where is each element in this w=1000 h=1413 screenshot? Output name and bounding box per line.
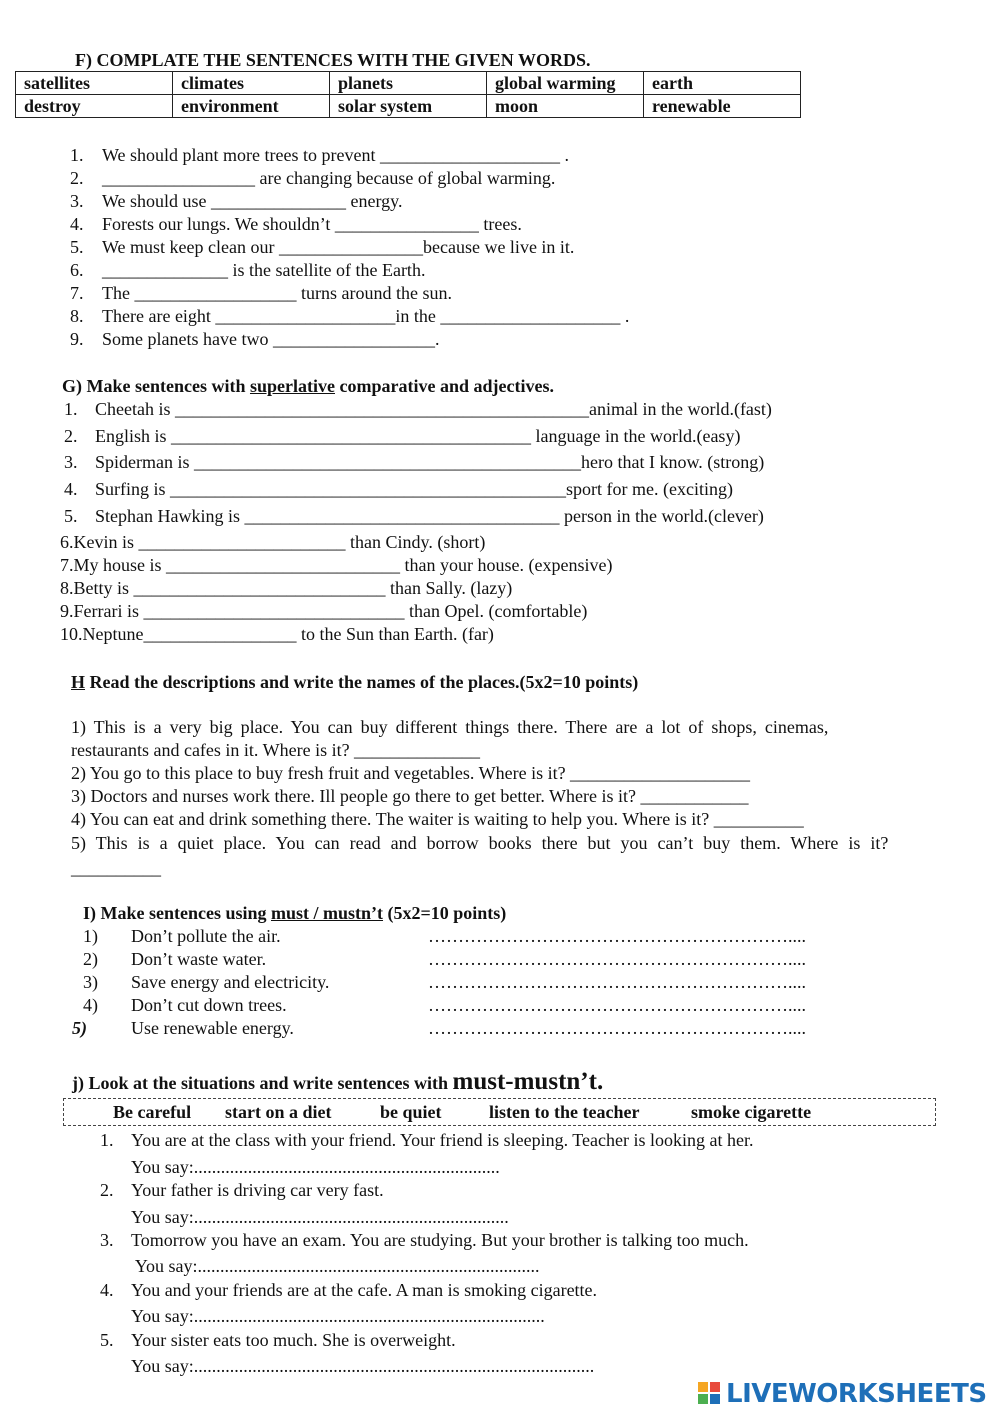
list-item[interactable] xyxy=(64,452,764,473)
item-number: 4. xyxy=(100,1280,114,1300)
item-number: 7. xyxy=(70,283,84,303)
item-text: _________________ are changing because of global warming. xyxy=(102,168,556,188)
dots-end: .. xyxy=(797,1018,806,1038)
item-text: ______________ is the satellite of the Earth. xyxy=(102,260,426,280)
title-underlined: must / mustn’t xyxy=(271,903,384,923)
item-text: 7.My house is __________________________ than your house. (expensive) xyxy=(60,555,613,575)
answer-dots[interactable] xyxy=(428,995,806,1016)
you-say-line[interactable]: You say:...................................................................... xyxy=(131,1207,509,1227)
you-say-line[interactable]: You say:............................................................................ xyxy=(131,1256,540,1276)
bank-word: smoke cigarette xyxy=(691,1102,812,1122)
question-text[interactable]: 5) This is a quiet place. You can read and borrow books there but you can’t buy them. Where is it? xyxy=(71,833,889,853)
word-cell: earth xyxy=(644,72,801,95)
dots-end: .. xyxy=(797,926,806,946)
list-item xyxy=(100,1130,753,1151)
word-bank-table xyxy=(15,71,801,118)
item-number: 5) xyxy=(72,1018,87,1038)
list-item[interactable] xyxy=(83,926,281,947)
word-cell: renewable xyxy=(644,95,801,118)
dots: …………………………………………………….. xyxy=(428,972,797,992)
word-cell: solar system xyxy=(330,95,487,118)
item-text: Cheetah is ______________________________________________animal in the world.(fast) xyxy=(95,399,772,419)
word-cell: climates xyxy=(173,72,330,95)
list-item[interactable] xyxy=(64,399,772,420)
title-big: must-mustn’t. xyxy=(452,1068,604,1095)
item-text: Surfing is ____________________________________________sport for me. (exciting) xyxy=(95,479,733,499)
list-item[interactable] xyxy=(64,426,740,447)
word-cell: environment xyxy=(173,95,330,118)
question-text[interactable]: 2) You go to this place to buy fresh fruit and vegetables. Where is it? ____________________ xyxy=(71,763,751,783)
answer-dots[interactable] xyxy=(428,949,806,970)
question-text[interactable]: 4) You can eat and drink something there. The waiter is waiting to help you. Where is it? __________ xyxy=(71,809,804,829)
section-h-title xyxy=(71,672,638,693)
list-item xyxy=(100,1280,597,1301)
bank-word: listen to the teacher xyxy=(489,1102,640,1122)
list-item[interactable] xyxy=(70,329,439,350)
section-g-title xyxy=(62,376,554,397)
item-number: 2. xyxy=(70,168,84,188)
item-number: 2) xyxy=(83,949,98,969)
list-item[interactable] xyxy=(70,260,425,281)
list-item[interactable] xyxy=(60,532,485,553)
logo-mark-icon xyxy=(698,1382,722,1406)
list-item xyxy=(100,1180,384,1201)
you-say-line[interactable]: You say:.................................................................... xyxy=(131,1157,500,1177)
you-say-line[interactable]: You say:.............................................................................. xyxy=(131,1306,545,1326)
dots: …………………………………………………….. xyxy=(428,1018,797,1038)
list-item[interactable] xyxy=(72,1018,294,1039)
item-number: 2. xyxy=(100,1180,114,1200)
question-text[interactable]: 1) This is a very big place. You can buy different things there. There are a lot of shops, cinemas, xyxy=(71,717,829,737)
list-item[interactable] xyxy=(70,237,574,258)
bank-word: Be careful xyxy=(113,1102,192,1122)
answer-dots[interactable] xyxy=(428,1018,806,1039)
item-text: Your father is driving car very fast. xyxy=(131,1180,384,1200)
item-number: 3. xyxy=(100,1230,114,1250)
item-number: 6. xyxy=(70,260,84,280)
item-number: 4. xyxy=(64,479,78,499)
item-text: We should plant more trees to prevent ____________________ . xyxy=(102,145,569,165)
item-number: 4. xyxy=(70,214,84,234)
item-number: 1. xyxy=(100,1130,114,1150)
item-text: English is ________________________________________ language in the world.(easy) xyxy=(95,426,741,446)
list-item[interactable] xyxy=(60,624,494,645)
list-item xyxy=(100,1230,749,1251)
question-text[interactable]: 3) Doctors and nurses work there. Ill people go there to get better. Where is it? ____________ xyxy=(71,786,749,806)
question-text[interactable]: restaurants and cafes in it. Where is it? ______________ xyxy=(71,740,481,760)
logo-text: LIVEWORKSHEETS xyxy=(726,1379,987,1409)
title-part: j) Look at the situations and write sentences with xyxy=(72,1073,453,1093)
question-text[interactable]: __________ xyxy=(71,858,161,878)
list-item[interactable] xyxy=(70,145,569,166)
item-number: 3. xyxy=(64,452,78,472)
list-item[interactable] xyxy=(83,949,266,970)
item-text: Save energy and electricity. xyxy=(131,972,330,992)
bank-word: be quiet xyxy=(380,1102,442,1122)
item-text: Tomorrow you have an exam. You are studying. But your brother is talking too much. xyxy=(131,1230,749,1250)
item-text: Spiderman is ___________________________________________hero that I know. (strong) xyxy=(95,452,765,472)
dots-end: .. xyxy=(797,972,806,992)
section-j-title xyxy=(72,1068,603,1096)
dots: …………………………………………………….. xyxy=(428,949,797,969)
dots-end: .. xyxy=(797,949,806,969)
item-text: 6.Kevin is _______________________ than Cindy. (short) xyxy=(60,532,486,552)
list-item[interactable] xyxy=(70,168,555,189)
item-text: You are at the class with your friend. Your friend is sleeping. Teacher is looking at her. xyxy=(131,1130,754,1150)
word-cell: planets xyxy=(330,72,487,95)
situation-word-bank xyxy=(63,1098,936,1126)
title-underlined: H xyxy=(71,672,86,692)
item-number: 5. xyxy=(70,237,84,257)
item-text: The __________________ turns around the sun. xyxy=(102,283,452,303)
item-text: 8.Betty is ____________________________ than Sally. (lazy) xyxy=(60,578,513,598)
title-part: I) Make sentences using xyxy=(83,903,271,923)
title-part: G) Make sentences with xyxy=(62,376,250,396)
item-text: Stephan Hawking is ___________________________________ person in the world.(clever) xyxy=(95,506,764,526)
list-item xyxy=(100,1330,456,1351)
item-number: 5. xyxy=(100,1330,114,1350)
item-number: 9. xyxy=(70,329,84,349)
liveworksheets-logo xyxy=(698,1378,987,1410)
item-number: 1. xyxy=(64,399,78,419)
item-text: 10.Neptune_________________ to the Sun than Earth. (far) xyxy=(60,624,494,644)
item-text: 9.Ferrari is _____________________________ than Opel. (comfortable) xyxy=(60,601,588,621)
list-item[interactable] xyxy=(70,214,522,235)
item-text: Use renewable energy. xyxy=(131,1018,294,1038)
list-item[interactable] xyxy=(83,972,329,993)
item-text: Forests our lungs. We shouldn’t ________________ trees. xyxy=(102,214,522,234)
dots: …………………………………………………….. xyxy=(428,926,797,946)
list-item[interactable] xyxy=(60,555,612,576)
item-text: You and your friends are at the cafe. A man is smoking cigarette. xyxy=(131,1280,598,1300)
title-part: comparative and adjectives. xyxy=(334,376,554,396)
item-number: 2. xyxy=(64,426,78,446)
word-cell: destroy xyxy=(16,95,173,118)
item-text: Some planets have two __________________. xyxy=(102,329,440,349)
list-item[interactable] xyxy=(70,191,403,212)
item-text: There are eight ____________________in the ____________________ . xyxy=(102,306,630,326)
answer-dots[interactable] xyxy=(428,972,806,993)
dots-end: .. xyxy=(797,995,806,1015)
item-text: Don’t cut down trees. xyxy=(131,995,287,1015)
list-item[interactable] xyxy=(64,506,764,527)
list-item[interactable] xyxy=(70,283,452,304)
item-text: Your sister eats too much. She is overweight. xyxy=(131,1330,456,1350)
word-cell: satellites xyxy=(16,72,173,95)
word-bank-row xyxy=(16,72,801,95)
title-part: (5x2=10 points) xyxy=(383,903,507,923)
item-number: 1. xyxy=(70,145,84,165)
answer-dots[interactable] xyxy=(428,926,806,947)
list-item[interactable] xyxy=(64,479,733,500)
section-i-title xyxy=(83,903,506,924)
list-item[interactable] xyxy=(60,578,512,599)
you-say-line[interactable]: You say:......................................................................................... xyxy=(131,1356,595,1376)
item-number: 8. xyxy=(70,306,84,326)
list-item[interactable] xyxy=(83,995,287,1016)
item-number: 4) xyxy=(83,995,98,1015)
list-item[interactable] xyxy=(60,601,587,622)
word-bank-row xyxy=(16,95,801,118)
item-number: 1) xyxy=(83,926,98,946)
item-number: 3. xyxy=(70,191,84,211)
item-text: We must keep clean our ________________because we live in it. xyxy=(102,237,575,257)
item-text: We should use _______________ energy. xyxy=(102,191,403,211)
word-cell: global warming xyxy=(487,72,644,95)
item-text: Don’t waste water. xyxy=(131,949,267,969)
title-part: Read the descriptions and write the names of the places.(5x2=10 points) xyxy=(85,672,639,692)
bank-word: start on a diet xyxy=(225,1102,332,1122)
dots: …………………………………………………….. xyxy=(428,995,797,1015)
item-number: 3) xyxy=(83,972,98,992)
section-f-title: F) COMPLATE THE SENTENCES WITH THE GIVEN WORDS. xyxy=(75,50,591,70)
word-cell: moon xyxy=(487,95,644,118)
title-underlined: superlative xyxy=(249,376,335,396)
item-text: Don’t pollute the air. xyxy=(131,926,281,946)
list-item[interactable] xyxy=(70,306,629,327)
item-number: 5. xyxy=(64,506,78,526)
